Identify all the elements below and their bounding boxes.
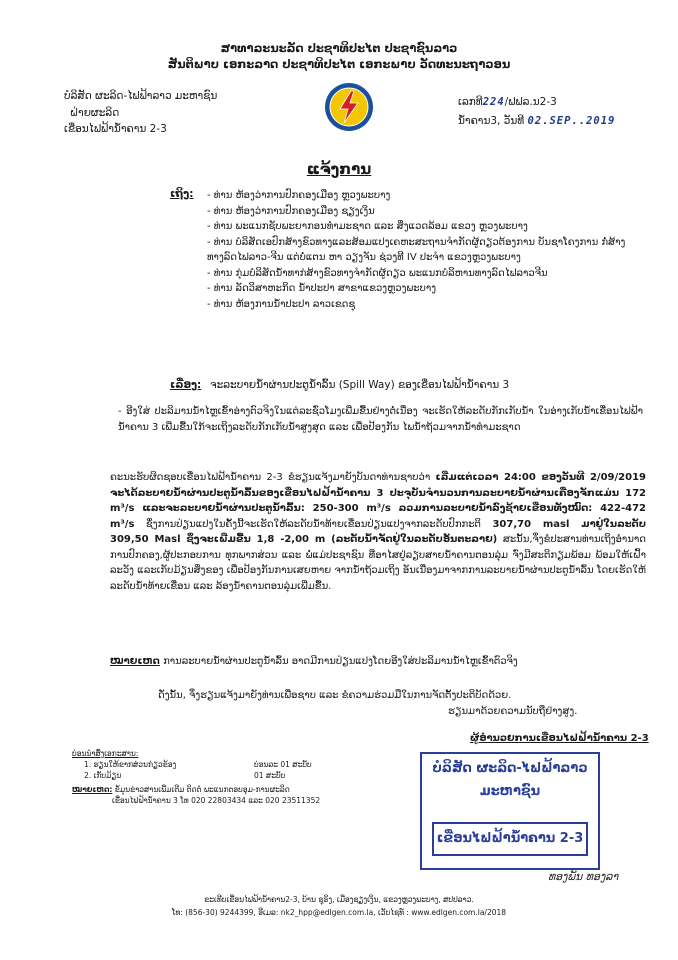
- body-paragraph-1: - ອີງໃສ່ ປະລິມານນ້ຳໄຫຼເຂົ້າອ່າງຕົວຈິງໃນແຕ່ລະຊົ່ວໂມງເພີ່ມຂື້ນຢ່າງຕໍ່ເນື່ອງ ຈະເຮັດໃຫ້ລະດັບກັກເກັບນ້ຳ ໃນອ່າງເກັບນ້ຳເຂື່ອນໄຟຟ້ານ້ຳຄານ 3 ເພີ່ມຂື້ນໃກ້ຈະເຖິງລະດັບກັກເກັບນ້ຳສູງສຸດ ແລະ ເພື່ອປ້ອງກັນ ໄພນ້ຳຖ້ວມຈາກນ້ຳທຳມະຊາດ: [118, 406, 643, 433]
- footer-contact: ໂທ: (856-30) 9244399, ອີເມລ: nk2_hpp@edlgen.com.la, ເວັບໄຊທ໌ : www.edlgen.com.la/2018: [171, 908, 507, 917]
- footer-address: ຂະເທີບເຂື່ອນໄຟຟ້ານ້ຳຄານ2-3, ບ້ານ ຊຸຣິງ, ເມືອງຊຽງເງິນ, ແຂວງຫຼວງພະບາງ, ສປປລາວ.: [204, 895, 474, 904]
- reference-number: ເລກທີ224/ຟຟລ.ນ2-3: [458, 96, 557, 108]
- subject-text: ຈະລະບາຍນ້ຳຜ່ານປະຕູນ້ຳລົ້ນ (Spill Way) ຂອງເຂື່ອນໄຟຟ້ານ້ຳຄານ 3: [210, 379, 510, 391]
- note-block: [110, 654, 646, 669]
- recipient-item: - ທ່ານ ລັດວິສາຫະກິດ ນ້ຳປະປາ ສາຂາແຂວງຫຼວງພະບາງ: [207, 283, 437, 294]
- release-schedule: ເລີ່ມແຕ່ເວລາ 24:00 ຂອງວັນທີ 2/09/2019 ຈະໄດ້ລະບາຍນ້ຳຜ່ານປະຕູນ້ຳລົ້ນຂອງເຂື່ອນໄຟຟ້ານ້ຳຄານ 3 ປະຈຸບັນຈຳນວນການລະບາຍນ້ຳຜ່ານເຄື່ອງຈັກແມ່ນ 172 m³/s ແລະຈະລະບາຍນ້ຳຜ່ານປະຕູນ້ຳລົ້ນ: 250-300 m³/s ລວມການລະບາຍນ້ຳລົງຊ້າຍເຂື່ອນທັງໝົດ: 422-472 m³/s: [110, 472, 646, 530]
- handwritten-date: 02.SEP..2019: [527, 115, 616, 127]
- distribution-item: 2. ເກັບມ້ຽນ 01 ສະບັບ: [84, 771, 286, 780]
- signatory-title: ຜູ້ອຳນວຍການເຂື່ອນໄຟຟ້ານ້ຳຄານ 2-3: [470, 733, 649, 744]
- recipients-label: ເຖິງ:: [170, 188, 194, 200]
- note-text: ການລະບາຍນ້ຳຜ່ານປະຕູນ້ຳລົ້ນ ອາດມີການປ່ຽນແປງໂດຍອີງໃສ່ປະລິມານນ້ຳໄຫຼເຂົ້າຕົວຈິງ: [163, 656, 518, 667]
- republic-header: [0, 40, 678, 72]
- distribution-title: ບ່ອນນຳສົ່ງເອກະສານ:: [72, 749, 139, 758]
- recipient-item: - ທ່ານ ຫ້ອງວ່າການປົກຄອງເມືອງ ຫຼວງພະບາງ: [207, 190, 391, 201]
- official-stamp: [420, 752, 600, 870]
- document-title: ແຈ້ງການ: [306, 160, 372, 178]
- signature: ທອງພັນ ທອງລາ: [548, 870, 619, 883]
- water-level-change: 307,70 masl ມາຢູ່ໃນລະດັບ 309,50 Masl ຊຶ່ງຈະເພີ່ມຂື້ນ 1,8 -2,00 m (ລະດັບນ້ຳຈັດຢູ່ໃນລະດັບອັນຕະລາຍ): [110, 518, 646, 545]
- body-paragraph-2: ຄະນະຮັບຜິດຊອບເຂື່ອນໄຟຟ້ານ້ຳຄານ 2-3 ຂໍຮຽນແຈ້ງມາຍັງບັນດາທ່ານຊາບວ່າ ເລີ່ມແຕ່ເວລາ 24:00 ຂອງວັນທີ 2/09/2019 ຈະໄດ້ລະບາຍນ້ຳຜ່ານປະຕູນ້ຳລົ້ນຂອງເຂື່ອນໄຟຟ້ານ້ຳຄານ 3 ປະຈຸບັນຈຳນວນການລະບາຍນ້ຳຜ່ານເຄື່ອງຈັກແມ່ນ 172 m³/s ແລະຈະລະບາຍນ້ຳຜ່ານປະຕູນ້ຳລົ້ນ: 250-300 m³/s ລວມການລະບາຍນ້ຳລົງຊ້າຍເຂື່ອນທັງໝົດ: 422-472 m³/s ຊຶ່ງການປ່ຽນແປງໃນຄັ້ງນີ້ຈະເຮັດໃຫ້ລະດັບນ້ຳທ້າຍເຂື່ອນປ່ຽນແປງຈາກລະດັບປົກກະຕິ 307,70 masl ມາຢູ່ໃນລະດັບ 309,50 Masl ຊຶ່ງຈະເພີ່ມຂື້ນ 1,8 -2,00 m (ລະດັບນ້ຳຈັດຢູ່ໃນລະດັບອັນຕະລາຍ) ສະນັ້ນ,ຈຶ່ງຂໍປະສານທ່ານເຖິງອຳນາດການປົກຄອງ,ຜູ້ປະກອບການ ທຸກພາກສ່ວນ ແລະ ພໍ່ແມ່ປະຊາຊົນ ທີ່ອາໄສຢູ່ລຽບສາຍນ້ຳຄານຕອນລຸ່ມ ຈົ່ງມີສະຕິກຽມພ້ອມ ພ້ອມໃຫ້ເຝົ້າລະວັງ ແລະເກັບມ້ຽນສິ່ງຂອງ ເພື່ອປ້ອງກັນການເສຍຫາຍ ຈາກນ້ຳຖ້ວມເຖິງ ອັນເນື່ອງມາຈາກການລະບາຍນ້ຳຜ່ານປະຕູນ້ຳລົ້ນ ໂດຍເຮັດໃຫ້ລະດັບນ້ຳທ້າຍເຂື່ອນ ແລະ ລ້ອງນ້ຳຄານຕອນລຸ່ມເພີ່ມຂື້ນ.: [110, 472, 646, 592]
- reference-date: ນ້ຳຄານ3, ວັນທີ 02.SEP..2019: [458, 115, 616, 127]
- stamp-line-2: ມະຫາຊົນ: [479, 784, 541, 799]
- note-label: ໝາຍເຫດ: [110, 656, 160, 667]
- lightning-seal-icon: [324, 82, 374, 132]
- country-name: ສາທາລະນະລັດ ປະຊາທິປະໄຕ ປະຊາຊົນລາວ: [220, 41, 458, 55]
- handwritten-number: 224: [482, 96, 505, 108]
- page-footer: [0, 893, 678, 919]
- national-motto: ສັນຕິພາບ ເອກະລາດ ປະຊາທິປະໄຕ ເອກະພາບ ວັດທະນະຖາວອນ: [167, 57, 511, 71]
- company-name: ບໍລິສັດ ຜະລິດ-ໄຟຟ້າລາວ ມະຫາຊົນ: [64, 90, 218, 102]
- recipient-item: - ທ່ານ ພະແນກຊັບພະຍາກອນທຳມະຊາດ ແລະ ສິ່ງແວດລ້ອມ ແຂວງ ຫຼວງພະບາງ: [207, 221, 528, 232]
- closing-regards: ຮຽນມາດ້ວຍຄວາມນັບຖືຢ່າງສູງ.: [448, 706, 578, 717]
- recipient-item: - ທ່ານ ກຸ່ມບໍລິສັດນ້ຳທາກ່ສ້າງຂົວທາງຈຳກັດຜູ້ດຽວ ພະແນກບໍລິຫານທາງລົດໄຟລາວຈີນ: [207, 267, 548, 279]
- recipient-item: - ທ່ານ ຫ້ອງການນ້ຳປະປາ ລາວເຂດຊຸ: [207, 298, 356, 310]
- contact-phones: ເຂື່ອນໄຟຟ້ານ້ຳຄານ 3 ໂທ 020 22803434 ແລະ 020 23511352: [112, 796, 321, 805]
- closing-block: [158, 688, 638, 720]
- stamp-line-1: ບໍລິສັດ ຜະລິດ-ໄຟຟ້າລາວ: [432, 761, 588, 776]
- stamp-line-3: ເຂື່ອນໄຟຟ້ານ້ຳຄານ 2-3: [432, 822, 588, 856]
- subject-label: ເລື່ອງ:: [170, 379, 202, 391]
- closing-line: ດັ່ງນັ້ນ, ຈຶ່ງຮຽນແຈ້ງມາຍັງທ່ານເພື່ອຊາບ ແລະ ຂໍຄວາມຮ່ວມມືໃນການຈັດຕັ້ງປະຕິບັດດ້ວຍ.: [158, 690, 512, 701]
- department-name: ຝ່າຍຜະລິດ: [70, 106, 120, 119]
- recipients-list: [207, 188, 627, 312]
- distribution-list: [72, 748, 402, 806]
- recipient-item: - ທ່ານ ບໍລິສັດເອປົກສ້າງຂົວທາງແລະສ້ອມແປງເຄຫະສະຖານຈຳກັດຜູ້ດຽວຕ້ອງການ ບັນຊາໂຄງການ ກໍ່ສ້າງທາງລົດໄຟລາວ-ຈີນ ແຕ່ບໍ່ແຕນ ຫາ ວຽງຈັນ ຊ່ວງທີ IV ປະຈຳ ແຂວງຫຼວງພະບາງ: [207, 236, 626, 263]
- contact-note: ໝາຍເຫດ: ຂໍ້ມູນຂ່າວສານເພີ່ມເຕີມ ຕິດຕໍ່ ພະແນກຕອບອຸມ-ການຜະລິດ: [72, 785, 290, 794]
- organization-block: [64, 88, 217, 138]
- recipient-item: - ທ່ານ ຫ້ອງວ່າການປົກຄອງເມືອງ ຊຽງເງິນ: [207, 205, 375, 217]
- plant-name: ເຂື່ອນໄຟຟ້ານ້ຳຄານ 2-3: [64, 123, 167, 135]
- reference-block: [458, 93, 615, 131]
- distribution-item: 1. ຮຽນໃຫ້ຂາກສ່ວນກ່ຽວຂ້ອງ ບ່ອນລະ 01 ສະບັບ: [84, 760, 312, 769]
